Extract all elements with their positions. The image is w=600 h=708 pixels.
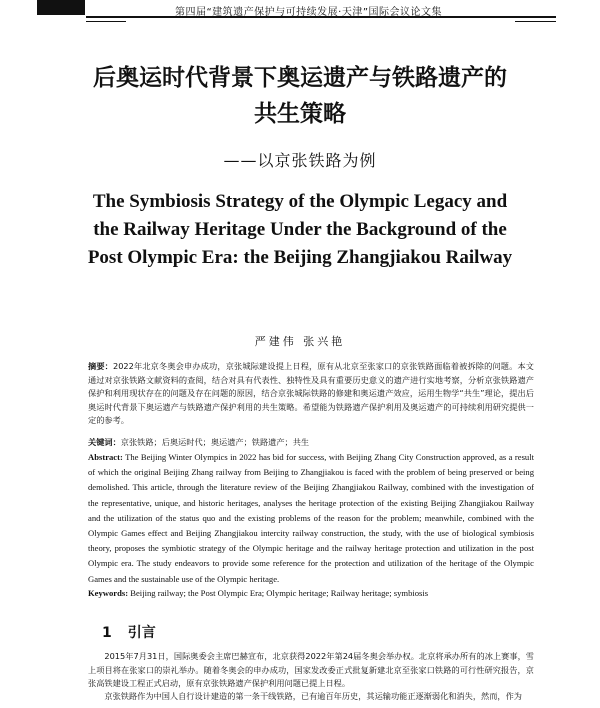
- title-cn-line1: 后奥运时代背景下奥运遗产与铁路遗产的: [93, 65, 507, 91]
- authors: 严建伟 张兴艳: [254, 335, 346, 348]
- abstract-en-text: The Beijing Winter Olympics in 2022 has bid for success, with Beijing Zhang City Construction approved, as a result of which the original Beijing Zhang railway from Beijing to Zhangjiakou is faced with the problem of being preserved or being demolished. This article, through the literature review of the Beijing Zhangjiakou Railway, combined with the investigation of the representative, unique, and historic heritages, analyses the heritage protection of the existing Beijing Zhangjiakou Railway and the utilization of the status quo and the existing problems of the reason for the problem; meanwhile, combined with the Olympic Games effect and Beijing Zhangjiakou intercity railway construction, the study, with the use of biological symbiosis theory, proposes the symbiotic strategy of the Olympic heritage and the railway heritage protection and utilization in the post Olympic era. The study endeavors to provide some reference for the protection and utilization of the heritage of the Olympic Games and the sustainable use of the Olympic heritage.: [88, 452, 534, 584]
- title-cn-line2: 共生策略: [254, 101, 346, 127]
- header-dash-left: [86, 21, 126, 22]
- title-en: The Symbiosis Strategy of the Olympic Legacy and the Railway Heritage Under the Background of the Post Olympic Era: the Beijing Zhangjiakou Railway: [87, 191, 513, 268]
- section-title: 引言: [127, 625, 156, 641]
- header-rule: [86, 16, 556, 18]
- section-number: 1: [102, 625, 112, 641]
- abstract-en-label: Abstract:: [88, 452, 123, 462]
- header-black-block: [37, 0, 85, 15]
- abstract-en: [88, 450, 534, 587]
- keywords-cn: [88, 436, 534, 450]
- keywords-en: [88, 586, 534, 601]
- body-para1: 2015年7月31日，国际奥委会主席巴赫宣布，北京获得2022年第24届冬奥会举办权。北京将承办所有的冰上赛事，雪上项目将在张家口的崇礼举办。随着冬奥会的申办成功，国家发改委正式批复新建北京至张家口铁路的可行性研究报告，京张高铁建设工程正式启动，原有京张铁路遗产保护利用问题已提上日程。: [88, 651, 534, 689]
- abstract-cn-label: 摘要：: [88, 361, 114, 371]
- keywords-en-text: Beijing railway; the Post Olympic Era; Olympic heritage; Railway heritage; symbiosis: [130, 588, 429, 598]
- section-heading: [102, 622, 156, 642]
- header-dash-right: [515, 21, 556, 22]
- keywords-en-label: Keywords:: [88, 588, 129, 598]
- keywords-cn-text: 京张铁路；后奥运时代；奥运遗产；铁路遗产；共生: [120, 437, 310, 447]
- keywords-cn-label: 关键词：: [88, 437, 121, 447]
- body-para2: 京张铁路作为中国人自行设计建造的第一条干线铁路，已有逾百年历史，其运输功能正逐渐弱化和消失，然而，作为: [104, 691, 522, 701]
- running-title: 第四届“建筑遗产保护与可持续发展·天津”国际会议论文集: [175, 7, 443, 18]
- subtitle-cn: ——以京张铁路为例: [223, 151, 377, 170]
- abstract-cn: [88, 360, 534, 428]
- abstract-cn-text: 2022年北京冬奥会申办成功，京张城际建设提上日程，原有从北京至张家口的京张铁路面临着被拆除的问题。本文通过对京张铁路文献资料的查阅，结合对具有代表性、独特性及具有重要历史意义的遗产进行实地考察，分析京张铁路遗产保护和利用现状存在的问题及存在问题的原因，结合京张城际铁路的修建和奥运遗产效应，运用生物学“共生”理论，提出后奥运时代背景下奥运遗产与铁路遗产保护利用的共生策略。希望能为铁路遗产保护利用及奥运遗产的可持续利用研究提供一定的参考。: [88, 361, 534, 426]
